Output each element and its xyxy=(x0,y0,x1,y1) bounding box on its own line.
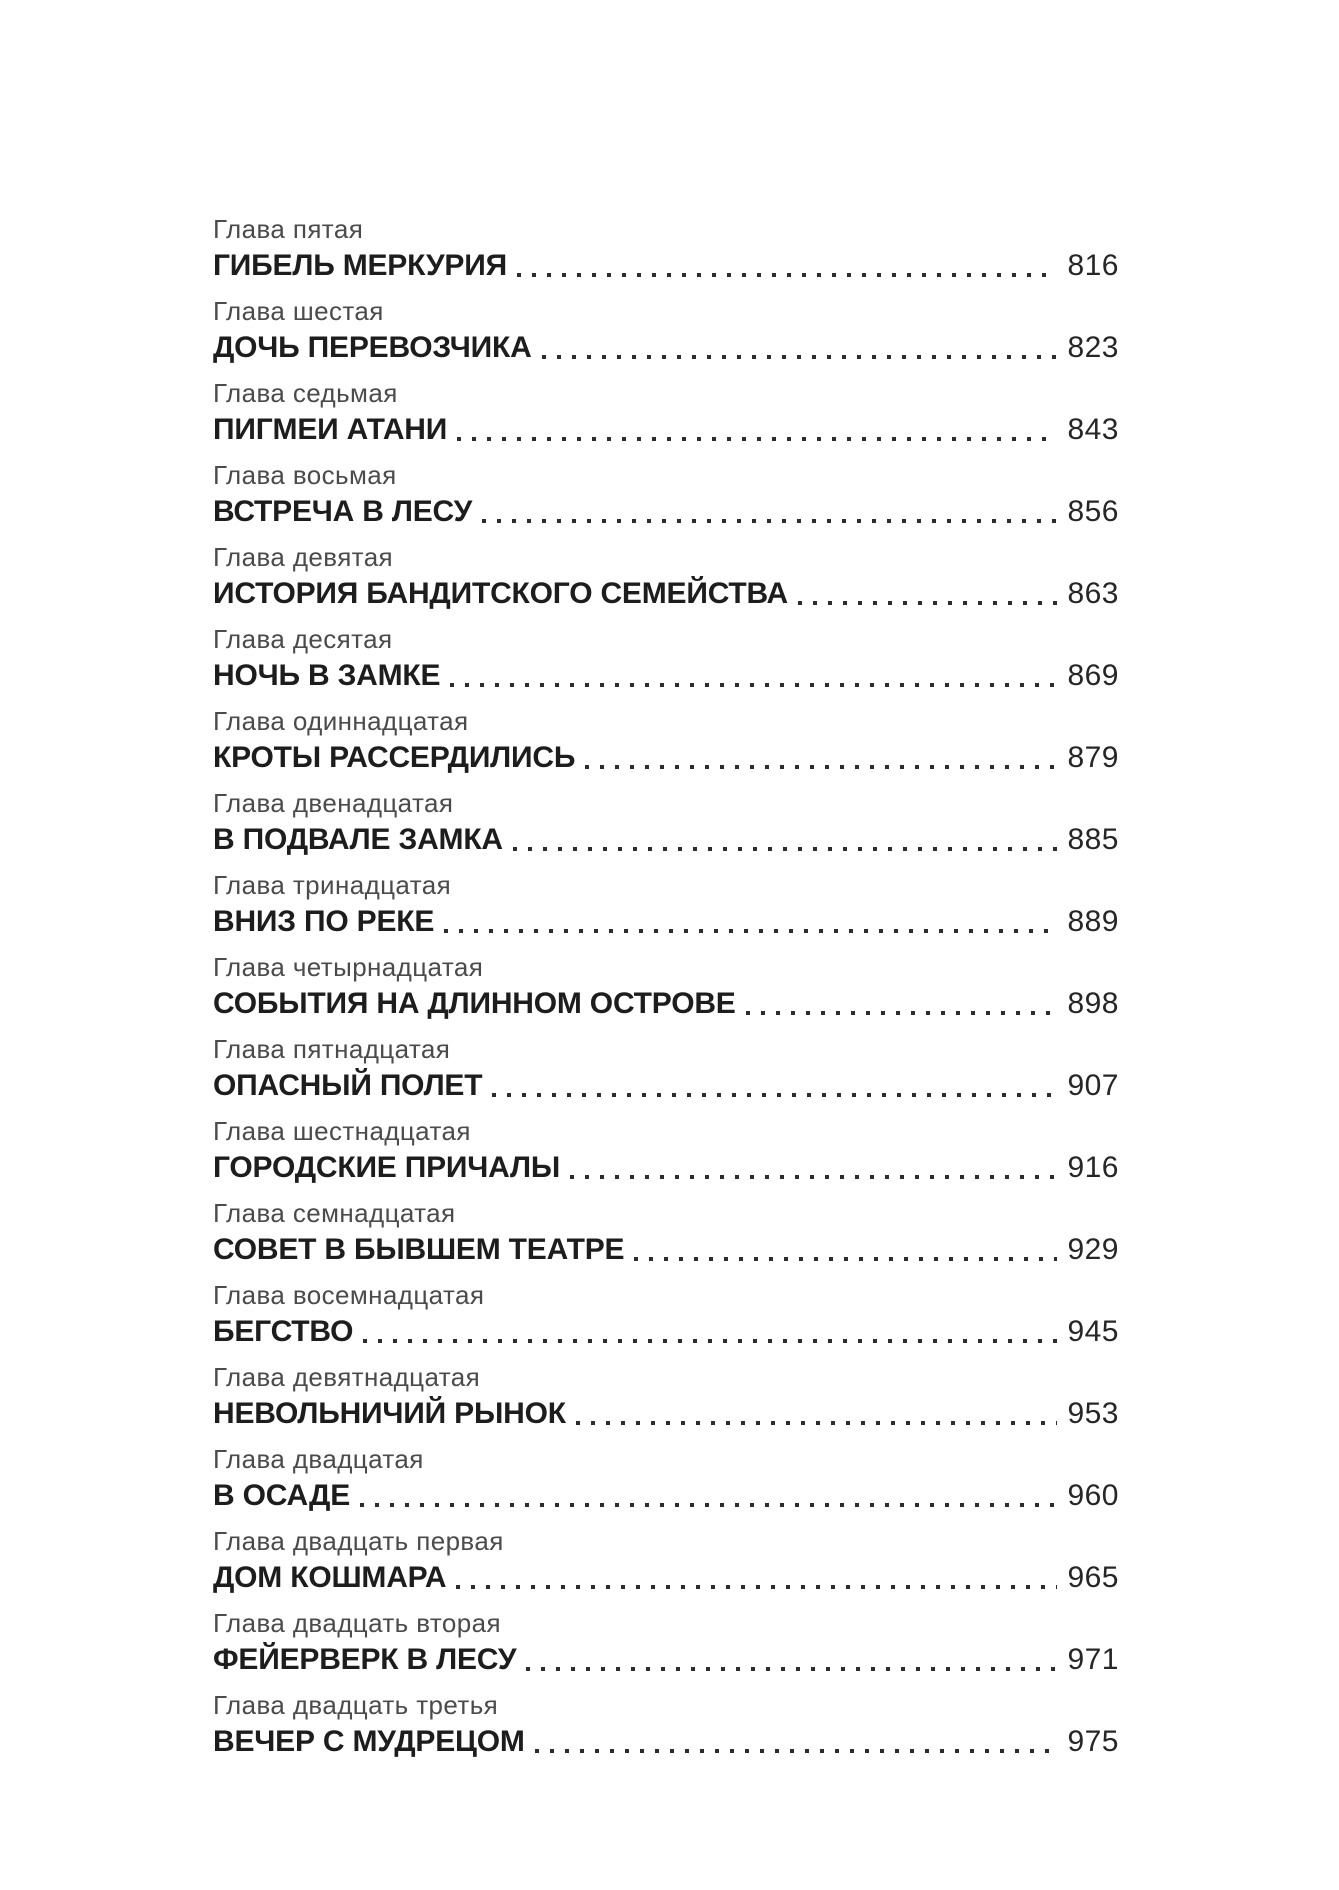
chapter-title: ОПАСНЫЙ ПОЛЕТ xyxy=(213,1069,483,1102)
chapter-label: Глава двадцать первая xyxy=(213,1526,504,1556)
page-number: 863 xyxy=(1067,577,1119,610)
dot-leader xyxy=(450,683,1057,687)
page-number: 975 xyxy=(1067,1725,1119,1758)
chapter-title: ДОЧЬ ПЕРЕВОЗЧИКА xyxy=(213,331,532,364)
toc-entry xyxy=(213,786,1119,860)
chapter-label: Глава двенадцатая xyxy=(213,788,454,818)
chapter-label: Глава шестнадцатая xyxy=(213,1116,471,1146)
dot-leader xyxy=(513,847,1058,851)
page-number: 907 xyxy=(1067,1069,1119,1102)
dot-leader xyxy=(576,1421,1058,1425)
dot-leader xyxy=(457,437,1057,441)
dot-leader xyxy=(542,355,1058,359)
toc-entry xyxy=(213,458,1119,532)
toc-entry xyxy=(213,540,1119,614)
chapter-label: Глава восемнадцатая xyxy=(213,1280,485,1310)
dot-leader xyxy=(360,1503,1057,1507)
chapter-line xyxy=(213,820,1119,860)
page-number: 823 xyxy=(1067,331,1119,364)
toc-entry xyxy=(213,1360,1119,1434)
toc-entry xyxy=(213,1278,1119,1352)
chapter-line xyxy=(213,656,1119,696)
chapter-line xyxy=(213,984,1119,1024)
dot-leader xyxy=(517,273,1057,277)
dot-leader xyxy=(444,929,1057,933)
chapter-label: Глава десятая xyxy=(213,624,393,654)
dot-leader xyxy=(634,1257,1057,1261)
chapter-line xyxy=(213,1066,1119,1106)
toc-entry xyxy=(213,1606,1119,1680)
toc-entry xyxy=(213,704,1119,778)
chapter-label: Глава двадцать третья xyxy=(213,1690,499,1720)
chapter-line xyxy=(213,492,1119,532)
toc-entry xyxy=(213,1442,1119,1516)
page-number: 971 xyxy=(1067,1643,1119,1676)
chapter-line xyxy=(213,1722,1119,1762)
chapter-label: Глава четырнадцатая xyxy=(213,952,484,982)
chapter-title: В ОСАДЕ xyxy=(213,1479,351,1512)
chapter-title: СОВЕТ В БЫВШЕМ ТЕАТРЕ xyxy=(213,1233,625,1266)
chapter-line xyxy=(213,1476,1119,1516)
chapter-label: Глава пятая xyxy=(213,214,364,244)
chapter-label: Глава шестая xyxy=(213,296,384,326)
chapter-title: ИСТОРИЯ БАНДИТСКОГО СЕМЕЙСТВА xyxy=(213,577,788,610)
chapter-title: ФЕЙЕРВЕРК В ЛЕСУ xyxy=(213,1643,517,1676)
toc-entry xyxy=(213,1524,1119,1598)
toc-entry xyxy=(213,1032,1119,1106)
chapter-line xyxy=(213,1640,1119,1680)
chapter-label: Глава тринадцатая xyxy=(213,870,452,900)
page-number: 916 xyxy=(1067,1151,1119,1184)
chapter-line xyxy=(213,1558,1119,1598)
dot-leader xyxy=(492,1093,1057,1097)
page-number: 945 xyxy=(1067,1315,1119,1348)
page-number: 929 xyxy=(1067,1233,1119,1266)
chapter-title: ПИГМЕИ АТАНИ xyxy=(213,413,448,446)
dot-leader xyxy=(456,1585,1057,1589)
dot-leader xyxy=(526,1667,1057,1671)
dot-leader xyxy=(585,765,1057,769)
page-number: 960 xyxy=(1067,1479,1119,1512)
chapter-title: БЕГСТВО xyxy=(213,1315,354,1348)
chapter-line xyxy=(213,1230,1119,1270)
chapter-title: ВНИЗ ПО РЕКЕ xyxy=(213,905,435,938)
toc-list xyxy=(213,212,1119,1770)
chapter-line xyxy=(213,1148,1119,1188)
chapter-label: Глава девятая xyxy=(213,542,394,572)
toc-entry xyxy=(213,1114,1119,1188)
page-number: 879 xyxy=(1067,741,1119,774)
chapter-label: Глава двадцатая xyxy=(213,1444,424,1474)
toc-entry xyxy=(213,376,1119,450)
chapter-line xyxy=(213,328,1119,368)
chapter-title: НЕВОЛЬНИЧИЙ РЫНОК xyxy=(213,1397,566,1430)
chapter-title: ГИБЕЛЬ МЕРКУРИЯ xyxy=(213,249,507,282)
chapter-title: В ПОДВАЛЕ ЗАМКА xyxy=(213,823,503,856)
toc-entry xyxy=(213,950,1119,1024)
chapter-label: Глава двадцать вторая xyxy=(213,1608,501,1638)
chapter-label: Глава девятнадцатая xyxy=(213,1362,481,1392)
page-number: 869 xyxy=(1067,659,1119,692)
dot-leader xyxy=(535,1749,1058,1753)
page-number: 843 xyxy=(1067,413,1119,446)
toc-entry xyxy=(213,294,1119,368)
chapter-label: Глава восьмая xyxy=(213,460,397,490)
dot-leader xyxy=(746,1011,1058,1015)
toc-entry xyxy=(213,1196,1119,1270)
chapter-title: НОЧЬ В ЗАМКЕ xyxy=(213,659,441,692)
page-number: 953 xyxy=(1067,1397,1119,1430)
chapter-line xyxy=(213,574,1119,614)
dot-leader xyxy=(363,1339,1057,1343)
page-number: 898 xyxy=(1067,987,1119,1020)
page-number: 889 xyxy=(1067,905,1119,938)
dot-leader xyxy=(570,1175,1057,1179)
dot-leader xyxy=(798,601,1057,605)
toc-entry xyxy=(213,622,1119,696)
page-number: 856 xyxy=(1067,495,1119,528)
chapter-line xyxy=(213,410,1119,450)
chapter-line xyxy=(213,738,1119,778)
chapter-line xyxy=(213,246,1119,286)
chapter-title: ВЕЧЕР С МУДРЕЦОМ xyxy=(213,1725,525,1758)
chapter-label: Глава седьмая xyxy=(213,378,398,408)
chapter-label: Глава семнадцатая xyxy=(213,1198,456,1228)
chapter-label: Глава пятнадцатая xyxy=(213,1034,451,1064)
page-number: 965 xyxy=(1067,1561,1119,1594)
chapter-title: КРОТЫ РАССЕРДИЛИСЬ xyxy=(213,741,576,774)
toc-entry xyxy=(213,1688,1119,1762)
chapter-title: ДОМ КОШМАРА xyxy=(213,1561,447,1594)
chapter-title: СОБЫТИЯ НА ДЛИННОМ ОСТРОВЕ xyxy=(213,987,736,1020)
page-number: 885 xyxy=(1067,823,1119,856)
chapter-title: ГОРОДСКИЕ ПРИЧАЛЫ xyxy=(213,1151,561,1184)
toc-entry xyxy=(213,212,1119,286)
chapter-line xyxy=(213,1312,1119,1352)
chapter-line xyxy=(213,1394,1119,1434)
page-number: 816 xyxy=(1067,249,1119,282)
dot-leader xyxy=(482,519,1057,523)
chapter-line xyxy=(213,902,1119,942)
chapter-label: Глава одиннадцатая xyxy=(213,706,469,736)
toc-entry xyxy=(213,868,1119,942)
chapter-title: ВСТРЕЧА В ЛЕСУ xyxy=(213,495,473,528)
